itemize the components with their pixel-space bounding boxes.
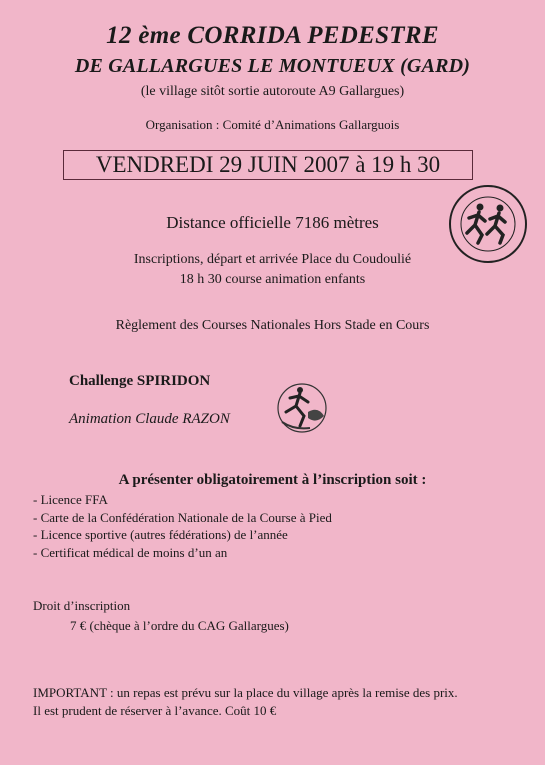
kids-race-time: 18 h 30 course animation enfants xyxy=(179,272,366,287)
list-item: - Certificat médical de moins d’un an xyxy=(33,544,228,560)
distance-line: Distance officielle 7186 mètres xyxy=(166,213,379,232)
list-item: - Licence FFA xyxy=(33,492,108,507)
animation-line: Animation Claude RAZON xyxy=(69,411,230,427)
spiridon-runner-icon xyxy=(272,378,336,438)
requirements-heading: A présenter obligatoirement à l’inscription soit : xyxy=(118,472,427,488)
event-date-box: VENDREDI 29 JUIN 2007 à 19 h 30 xyxy=(63,150,473,180)
challenge-name: SPIRIDON xyxy=(136,373,211,389)
location-note: (le village sitôt sortie autoroute A9 Gallargues) xyxy=(140,84,405,99)
challenge-label: Challenge xyxy=(69,373,137,389)
list-item: - Carte de la Confédération Nationale de la Course à Pied xyxy=(33,509,332,525)
important-note xyxy=(33,684,503,720)
inscriptions-block xyxy=(0,250,545,290)
organisation-line: Organisation : Comité d’Animations Gallarguois xyxy=(145,117,400,132)
fee-label: Droit d’inscription xyxy=(33,598,131,613)
important-booking: Il est prudent de réserver à l’avance. Coût 10 € xyxy=(33,703,277,718)
challenge-line xyxy=(69,373,210,390)
requirements-list xyxy=(33,491,332,561)
fee-price: 7 € (chèque à l’ordre du CAG Gallargues) xyxy=(70,618,289,633)
event-location: DE GALLARGUES LE MONTUEUX (GARD) xyxy=(74,55,471,77)
event-title: 12 ème CORRIDA PEDESTRE xyxy=(106,22,439,49)
inscriptions-place: Inscriptions, départ et arrivée Place du Coudoulié xyxy=(133,252,412,267)
list-item: - Licence sportive (autres fédérations) de l’année xyxy=(33,527,288,542)
rules-line: Règlement des Courses Nationales Hors Stade en Cours xyxy=(115,318,430,333)
important-meal: IMPORTANT : un repas est prévu sur la place du village après la remise des prix. xyxy=(33,685,458,700)
